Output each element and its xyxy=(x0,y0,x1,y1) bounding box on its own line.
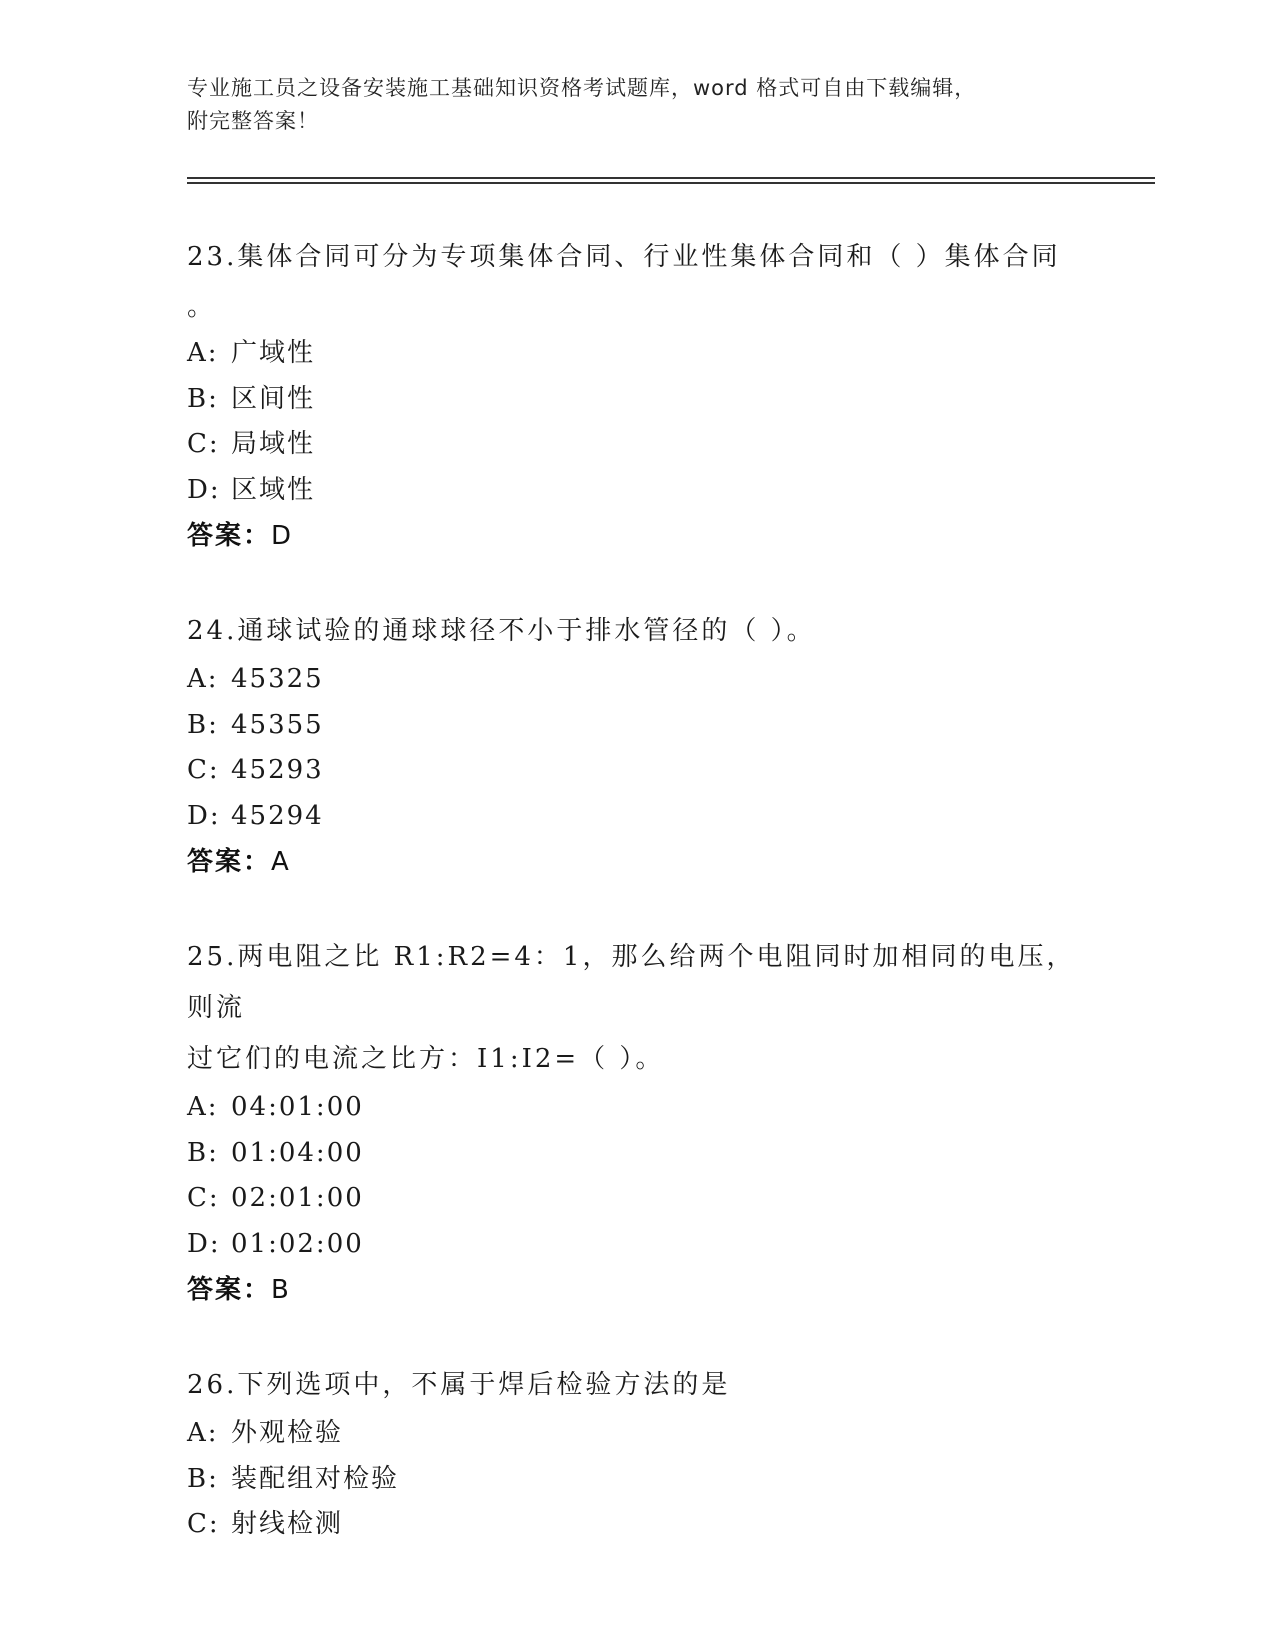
option-text: 45294 xyxy=(231,800,324,831)
option-c xyxy=(187,1176,1087,1222)
option-b xyxy=(187,377,1087,423)
header-divider-top xyxy=(187,177,1155,179)
question-25 xyxy=(187,932,1087,1313)
option-letter: A: xyxy=(187,1092,219,1122)
option-text: 射线检测 xyxy=(231,1509,344,1539)
option-text: 装配组对检验 xyxy=(231,1463,400,1494)
answer-line xyxy=(187,839,1087,885)
option-a xyxy=(187,1411,1087,1457)
answer-label: 答案： xyxy=(187,1275,272,1305)
option-letter: A: xyxy=(187,338,219,368)
option-letter: C: xyxy=(187,755,220,785)
option-a xyxy=(187,331,1087,377)
header-line-1: 专业施工员之设备安装施工基础知识资格考试题库，word 格式可自由下载编辑， xyxy=(187,76,977,100)
answer-label: 答案： xyxy=(187,847,272,877)
option-text: 区域性 xyxy=(231,474,316,505)
question-stem: 26.下列选项中，不属于焊后检验方法的是 xyxy=(187,1370,731,1400)
option-text: 01:04:00 xyxy=(231,1137,364,1168)
option-b xyxy=(187,1131,1087,1177)
option-text: 广域性 xyxy=(231,338,316,368)
option-text: 45355 xyxy=(231,709,324,740)
option-text: 01:02:00 xyxy=(231,1228,364,1259)
answer-line xyxy=(187,1267,1087,1313)
option-text: 45293 xyxy=(231,755,324,785)
option-letter: D: xyxy=(187,800,221,831)
option-c xyxy=(187,748,1087,794)
option-letter: C: xyxy=(187,1509,220,1539)
option-text: 外观检验 xyxy=(231,1418,344,1448)
option-d xyxy=(187,468,1087,514)
option-letter: D: xyxy=(187,1228,221,1259)
option-letter: C: xyxy=(187,1183,220,1213)
option-a xyxy=(187,1085,1087,1131)
answer-value: A xyxy=(271,847,291,877)
question-list xyxy=(187,232,1087,1595)
question-24 xyxy=(187,606,1087,885)
answer-line xyxy=(187,513,1087,559)
question-stem: 25.两电阻之比 R1:R2=4：1，那么给两个电阻同时加相同的电压，则流 xyxy=(187,942,1076,1023)
option-letter: B: xyxy=(187,709,219,740)
option-b xyxy=(187,703,1087,749)
header-divider-bottom xyxy=(187,182,1155,184)
option-letter: B: xyxy=(187,1463,219,1494)
question-stem-continued: 过它们的电流之比方：I1:I2=（ ）。 xyxy=(187,1044,665,1074)
option-a xyxy=(187,657,1087,703)
option-text: 45325 xyxy=(231,664,324,694)
option-text: 区间性 xyxy=(231,383,316,414)
question-23 xyxy=(187,232,1087,559)
option-c xyxy=(187,422,1087,468)
option-b xyxy=(187,1457,1087,1503)
option-letter: A: xyxy=(187,1418,219,1448)
question-stem-continued: 。 xyxy=(187,292,217,322)
option-text: 02:01:00 xyxy=(231,1183,364,1213)
answer-value: B xyxy=(271,1275,291,1305)
option-c xyxy=(187,1502,1087,1548)
option-letter: B: xyxy=(187,383,219,414)
header-line-2: 附完整答案！ xyxy=(187,109,319,133)
question-stem: 24.通球试验的通球球径不小于排水管径的（ ）。 xyxy=(187,616,816,646)
option-d xyxy=(187,1222,1087,1268)
answer-label: 答案： xyxy=(187,521,272,551)
option-letter: C: xyxy=(187,429,220,459)
option-text: 局域性 xyxy=(231,429,316,459)
option-letter: B: xyxy=(187,1137,219,1168)
option-letter: A: xyxy=(187,664,219,694)
question-26 xyxy=(187,1360,1087,1548)
option-text: 04:01:00 xyxy=(231,1092,364,1122)
answer-value: D xyxy=(271,521,294,551)
page-header xyxy=(187,72,1087,138)
question-stem: 23.集体合同可分为专项集体合同、行业性集体合同和（ ）集体合同 xyxy=(187,242,1061,272)
option-letter: D: xyxy=(187,474,221,505)
option-d xyxy=(187,794,1087,840)
